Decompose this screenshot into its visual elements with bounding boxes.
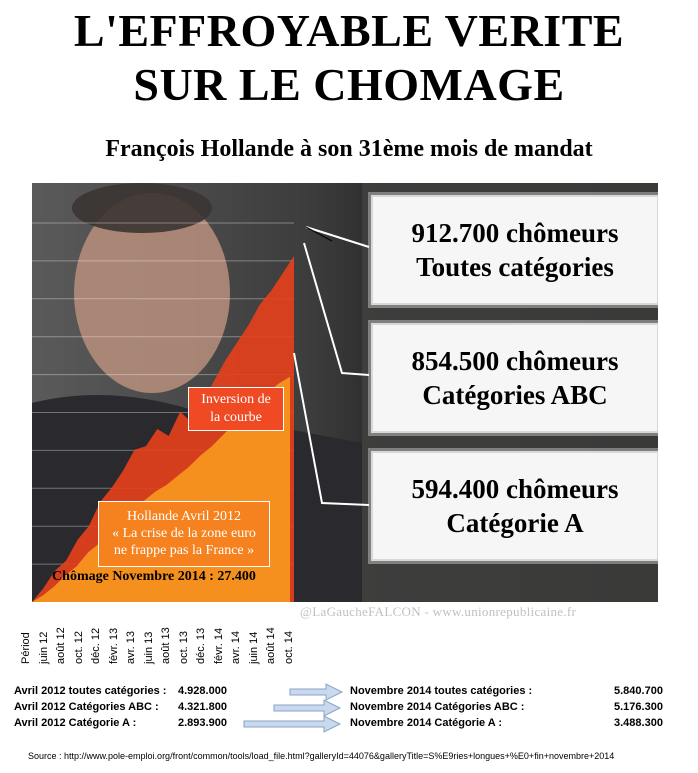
- x-tick-label: avr. 13: [125, 630, 137, 664]
- inversion-line-2: la courbe: [210, 410, 262, 425]
- x-axis: [18, 602, 298, 670]
- stat-left-1-value: 4.928.000: [178, 685, 227, 697]
- stat-left-3-label: Avril 2012 Catégorie A :: [14, 717, 137, 729]
- inversion-line-1: Inversion de: [201, 392, 271, 407]
- stat-right-1-value: 5.840.700: [614, 685, 663, 697]
- hollande-line-3: ne frappe pas la France »: [113, 543, 255, 558]
- callout-1-label: Toutes catégories: [416, 252, 614, 282]
- stat-left-2-value: 4.321.800: [178, 701, 227, 713]
- connector-line-1: [306, 227, 369, 247]
- x-tick-label: oct. 14: [282, 630, 295, 664]
- hollande-quote-box: [98, 501, 270, 567]
- stat-left-1-label: Avril 2012 toutes catégories :: [14, 685, 167, 697]
- source-text: Source : http://www.pole-emploi.org/front/common/tools/load_file.html?galleryId=44076&galleryTitle=S%E9ries+longues+%E0+fin+novembre+2014: [28, 751, 615, 761]
- callout-3-label: Catégorie A: [446, 508, 584, 538]
- x-tick-label: août 13: [160, 627, 172, 664]
- inversion-label: [188, 387, 284, 431]
- x-tick-label: juin 12: [37, 631, 50, 664]
- x-tick-label: déc. 12: [90, 627, 102, 664]
- callout-toutes-categories: [371, 195, 658, 305]
- title-line-1: L'EFFROYABLE VERITE: [73, 5, 625, 56]
- stat-left-3-value: 2.893.900: [178, 717, 227, 729]
- stat-right-3-value: 3.488.300: [614, 717, 663, 729]
- callout-3-value: 594.400 chômeurs: [411, 474, 619, 504]
- stat-right-1-label: Novembre 2014 toutes catégories :: [350, 685, 533, 697]
- x-tick-label: août 12: [55, 627, 67, 664]
- x-tick-label: Périod: [20, 632, 32, 664]
- callout-2-value: 854.500 chômeurs: [411, 346, 619, 376]
- x-tick-label: avr. 14: [230, 630, 242, 664]
- x-tick-label: juin 13: [142, 631, 155, 664]
- stat-right-2-label: Novembre 2014 Catégories ABC :: [350, 701, 525, 713]
- watermark: @LaGaucheFALCON - www.unionrepublicaine.fr: [300, 604, 577, 619]
- stat-left-2-label: Avril 2012 Catégories ABC :: [14, 701, 159, 713]
- stat-right-3-label: Novembre 2014 Catégorie A :: [350, 717, 503, 729]
- chomage-note: Chômage Novembre 2014 : 27.400: [52, 569, 256, 584]
- arrow-icon-3: [242, 714, 342, 734]
- head-top-shape: [72, 183, 212, 233]
- x-tick-label: févr. 13: [107, 627, 120, 664]
- subtitle: François Hollande à son 31ème mois de mandat: [105, 136, 593, 162]
- hollande-line-1: Hollande Avril 2012: [126, 509, 242, 524]
- callout-2-label: Catégories ABC: [422, 380, 608, 410]
- hollande-line-2: « La crise de la zone euro: [112, 526, 256, 541]
- callout-categories-abc: [371, 323, 658, 433]
- title-line-2: SUR LE CHOMAGE: [133, 59, 565, 110]
- stat-right-2-value: 5.176.300: [614, 701, 663, 713]
- callout-categorie-a: [371, 451, 658, 561]
- x-tick-label: oct. 13: [177, 630, 190, 664]
- chart-panel: [32, 183, 658, 602]
- x-tick-label: oct. 12: [72, 630, 85, 664]
- x-tick-label: déc. 13: [195, 627, 207, 664]
- callout-1-value: 912.700 chômeurs: [411, 218, 619, 248]
- connector-line-2: [304, 243, 369, 375]
- x-tick-label: juin 14: [247, 631, 260, 664]
- x-tick-label: févr. 14: [212, 627, 225, 664]
- x-tick-label: août 14: [265, 627, 277, 664]
